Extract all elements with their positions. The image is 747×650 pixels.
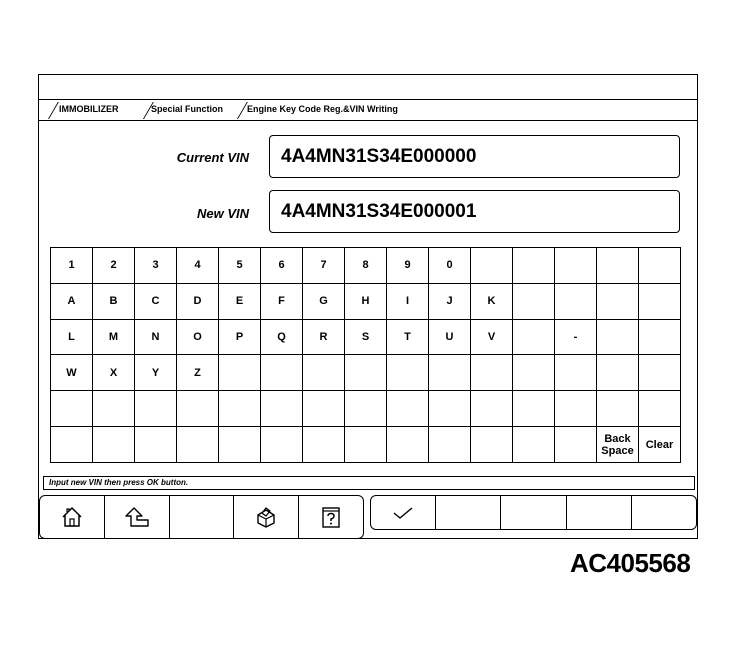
new-vin-field[interactable]: 4A4MN31S34E000001	[269, 190, 680, 233]
key-blank	[303, 427, 345, 463]
key-o[interactable]: O	[177, 320, 219, 356]
key-blank	[555, 355, 597, 391]
current-vin-label: Current VIN	[176, 150, 249, 165]
key-j[interactable]: J	[429, 284, 471, 320]
key-blank	[219, 391, 261, 427]
key-x[interactable]: X	[93, 355, 135, 391]
key-blank	[387, 355, 429, 391]
blank-toolbar-button[interactable]	[632, 496, 696, 529]
key-y[interactable]: Y	[135, 355, 177, 391]
key-blank	[513, 248, 555, 284]
print-button[interactable]	[234, 496, 299, 538]
key-n[interactable]: N	[135, 320, 177, 356]
key-s[interactable]: S	[345, 320, 387, 356]
back-arrow-icon	[123, 504, 151, 530]
key-blank	[471, 248, 513, 284]
key-d[interactable]: D	[177, 284, 219, 320]
key-3[interactable]: 3	[135, 248, 177, 284]
key-e[interactable]: E	[219, 284, 261, 320]
key-blank	[513, 391, 555, 427]
key-blank	[513, 355, 555, 391]
key-blank	[261, 391, 303, 427]
key-blank	[387, 391, 429, 427]
key-blank	[303, 391, 345, 427]
key-2[interactable]: 2	[93, 248, 135, 284]
key-blank	[135, 391, 177, 427]
key-blank	[429, 355, 471, 391]
home-button[interactable]	[40, 496, 105, 538]
back-button[interactable]	[105, 496, 170, 538]
key-blank	[639, 391, 681, 427]
new-vin-label: New VIN	[196, 206, 249, 221]
blank-toolbar-button[interactable]	[567, 496, 632, 529]
key-g[interactable]: G	[303, 284, 345, 320]
key-blank	[429, 427, 471, 463]
key-blank	[471, 427, 513, 463]
key-9[interactable]: 9	[387, 248, 429, 284]
key-blank	[639, 284, 681, 320]
toolbar-right	[370, 495, 697, 530]
current-vin-field: 4A4MN31S34E000000	[269, 135, 680, 178]
key-1[interactable]: 1	[51, 248, 93, 284]
blank-toolbar-button[interactable]	[170, 496, 235, 538]
key-c[interactable]: C	[135, 284, 177, 320]
key-blank	[555, 284, 597, 320]
key-m[interactable]: M	[93, 320, 135, 356]
key-blank	[51, 427, 93, 463]
help-button[interactable]	[299, 496, 363, 538]
key-blank	[177, 427, 219, 463]
key-blank	[513, 320, 555, 356]
key-6[interactable]: 6	[261, 248, 303, 284]
key-f[interactable]: F	[261, 284, 303, 320]
key-blank	[555, 248, 597, 284]
key-blank	[597, 355, 639, 391]
ok-button[interactable]	[371, 496, 436, 529]
key-i[interactable]: I	[387, 284, 429, 320]
status-message: Input new VIN then press OK button.	[43, 476, 695, 490]
key-blank	[219, 427, 261, 463]
key-l[interactable]: L	[51, 320, 93, 356]
key-blank	[93, 427, 135, 463]
key-blank	[513, 427, 555, 463]
home-icon	[59, 504, 85, 530]
key-blank	[597, 248, 639, 284]
key-blank	[93, 391, 135, 427]
title-bar	[39, 75, 697, 100]
key-v[interactable]: V	[471, 320, 513, 356]
key-h[interactable]: H	[345, 284, 387, 320]
key-blank	[387, 427, 429, 463]
key-a[interactable]: A	[51, 284, 93, 320]
key-backspace[interactable]: Back Space	[597, 427, 639, 463]
key-blank	[639, 355, 681, 391]
key-blank	[135, 427, 177, 463]
key-blank	[471, 391, 513, 427]
key-blank	[261, 355, 303, 391]
ok-check-icon	[390, 503, 416, 523]
key-blank	[639, 248, 681, 284]
key-q[interactable]: Q	[261, 320, 303, 356]
key-w[interactable]: W	[51, 355, 93, 391]
key-0[interactable]: 0	[429, 248, 471, 284]
key-blank	[345, 355, 387, 391]
key-blank	[597, 391, 639, 427]
key-blank	[513, 284, 555, 320]
figure-id: AC405568	[570, 548, 691, 578]
breadcrumb-item-engine-key-code: Engine Key Code Reg.&VIN Writing	[247, 104, 398, 114]
key-b[interactable]: B	[93, 284, 135, 320]
key-t[interactable]: T	[387, 320, 429, 356]
key-blank	[177, 391, 219, 427]
blank-toolbar-button[interactable]	[501, 496, 566, 529]
blank-toolbar-button[interactable]	[436, 496, 501, 529]
help-icon	[318, 504, 344, 530]
key-k[interactable]: K	[471, 284, 513, 320]
key-clear[interactable]: Clear	[639, 427, 681, 463]
key-u[interactable]: U	[429, 320, 471, 356]
breadcrumb-item-immobilizer[interactable]: IMMOBILIZER	[59, 104, 119, 114]
key-blank	[597, 284, 639, 320]
key-5[interactable]: 5	[219, 248, 261, 284]
key-7[interactable]: 7	[303, 248, 345, 284]
character-keypad	[50, 247, 681, 463]
key-blank	[345, 391, 387, 427]
breadcrumb	[39, 100, 697, 121]
key-blank	[471, 355, 513, 391]
key-blank	[219, 355, 261, 391]
breadcrumb-separator	[48, 102, 59, 119]
key-blank	[345, 427, 387, 463]
key-blank	[555, 391, 597, 427]
breadcrumb-item-special-function[interactable]: Special Function	[151, 104, 224, 114]
key-blank	[639, 320, 681, 356]
key-blank	[261, 427, 303, 463]
key-8[interactable]: 8	[345, 248, 387, 284]
key-dash[interactable]: -	[555, 320, 597, 356]
key-blank	[429, 391, 471, 427]
key-p[interactable]: P	[219, 320, 261, 356]
key-r[interactable]: R	[303, 320, 345, 356]
app-window	[38, 74, 698, 539]
toolbar-left	[39, 495, 364, 539]
key-blank	[555, 427, 597, 463]
key-4[interactable]: 4	[177, 248, 219, 284]
key-blank	[51, 391, 93, 427]
key-blank	[597, 320, 639, 356]
print-icon	[253, 504, 279, 530]
key-z[interactable]: Z	[177, 355, 219, 391]
key-blank	[303, 355, 345, 391]
